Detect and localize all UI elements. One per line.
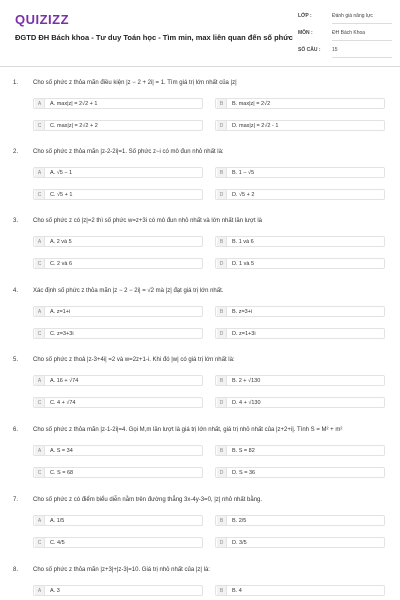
answer-option[interactable] xyxy=(33,445,203,456)
option-text: C. 2 và 6 xyxy=(50,260,73,267)
meta-key: SỐ CÂU : xyxy=(298,47,321,53)
answer-option[interactable] xyxy=(33,236,203,247)
question-text: Cho số phức z có điểm biểu diễn nằm trên đường thẳng 3x-4y-3=0, |z| nhỏ nhất bằng. xyxy=(33,497,263,503)
option-text: A. max|z| = 2√2 + 1 xyxy=(50,100,98,107)
answer-option[interactable] xyxy=(33,306,203,317)
option-letter-box: C xyxy=(35,468,45,477)
meta-value: ĐH Bách Khoa xyxy=(332,30,392,41)
option-text: A. 1/5 xyxy=(50,517,65,524)
option-text: D. 4 + √130 xyxy=(232,399,261,406)
answer-option[interactable] xyxy=(33,397,203,408)
option-text: A. 2 và 5 xyxy=(50,238,72,245)
option-letter-box: C xyxy=(35,329,45,338)
option-letter-box: B xyxy=(217,168,227,177)
question-text: Cho số phức z thỏa mãn |z-2-2i|=1. Số phức z−i có mô đun nhỏ nhất là: xyxy=(33,149,224,155)
option-letter-box: C xyxy=(35,121,45,130)
option-text: C. √5 + 1 xyxy=(50,191,73,198)
option-letter-box: A xyxy=(35,376,45,385)
answer-option[interactable] xyxy=(33,167,203,178)
option-text: A. 16 + √74 xyxy=(50,377,79,384)
worksheet-title: ĐGTD ĐH Bách khoa - Tư duy Toán học - Tìm min, max liên quan đến số phức xyxy=(15,33,293,42)
answer-option[interactable] xyxy=(33,467,203,478)
option-letter-box: D xyxy=(217,121,227,130)
option-text: B. z=3+i xyxy=(232,308,253,315)
option-letter-box: A xyxy=(35,237,45,246)
meta-value: 15 xyxy=(332,47,392,58)
answer-option[interactable] xyxy=(215,120,385,131)
option-letter-box: D xyxy=(217,329,227,338)
answer-option[interactable] xyxy=(215,467,385,478)
answer-option[interactable] xyxy=(215,537,385,548)
option-letter-box: D xyxy=(217,398,227,407)
answer-option[interactable] xyxy=(33,189,203,200)
option-text: B. 4 xyxy=(232,587,242,594)
answer-option[interactable] xyxy=(215,167,385,178)
option-letter-box: B xyxy=(217,307,227,316)
option-text: C. S = 68 xyxy=(50,469,74,476)
option-letter-box: C xyxy=(35,190,45,199)
answer-option[interactable] xyxy=(215,397,385,408)
option-letter-box: A xyxy=(35,168,45,177)
question-number: 2. xyxy=(13,149,19,155)
answer-option[interactable] xyxy=(33,328,203,339)
answer-option[interactable] xyxy=(215,328,385,339)
question-text: Cho số phức z thỏa mãn |z-1-2i|=4. Gọi M,m lần lượt là giá trị lớn nhất, giá trị nhỏ nhất của |z+2+i|. Tính S = M² + m² xyxy=(33,427,343,433)
option-letter-box: C xyxy=(35,259,45,268)
question-text: Xác định số phức z thỏa mãn |z − 2 − 2i| = √2 mà |z| đạt giá trị lớn nhất. xyxy=(33,288,224,294)
option-letter-box: B xyxy=(217,446,227,455)
answer-option[interactable] xyxy=(215,515,385,526)
option-text: B. 1 − √5 xyxy=(232,169,255,176)
option-letter-box: D xyxy=(217,259,227,268)
question-number: 3. xyxy=(13,218,19,224)
option-text: C. max|z| = 2√2 + 2 xyxy=(50,122,98,129)
answer-option[interactable] xyxy=(215,375,385,386)
option-letter-box: A xyxy=(35,586,45,595)
option-letter-box: B xyxy=(217,237,227,246)
option-letter-box: A xyxy=(35,446,45,455)
option-text: B. max|z| = 2√2 xyxy=(232,100,271,107)
answer-option[interactable] xyxy=(215,258,385,269)
meta-row-subject xyxy=(298,30,392,47)
answer-option[interactable] xyxy=(215,189,385,200)
option-text: C. 4/5 xyxy=(50,539,65,546)
option-text: A. S = 34 xyxy=(50,447,73,454)
answer-option[interactable] xyxy=(215,98,385,109)
answer-option[interactable] xyxy=(215,585,385,596)
option-text: A. z=1+i xyxy=(50,308,71,315)
option-text: B. 2 + √130 xyxy=(232,377,261,384)
answer-option[interactable] xyxy=(33,258,203,269)
question-number: 8. xyxy=(13,567,19,573)
question-text: Cho số phức z thỏa mãn |z+3|+|z-3|=10. Giá trị nhỏ nhất của |z| là: xyxy=(33,567,210,573)
question-text: Cho số phức z thỏa mãn điều kiện |z − 2 + 2i| = 1. Tìm giá trị lớn nhất của |z| xyxy=(33,80,237,86)
worksheet-header xyxy=(0,0,400,67)
option-text: A. 3 xyxy=(50,587,60,594)
option-text: D. z=1+3i xyxy=(232,330,256,337)
question-number: 4. xyxy=(13,288,19,294)
answer-option[interactable] xyxy=(215,445,385,456)
meta-table xyxy=(298,13,392,64)
answer-option[interactable] xyxy=(33,515,203,526)
meta-row-count xyxy=(298,47,392,64)
answer-option[interactable] xyxy=(33,120,203,131)
option-text: B. S = 82 xyxy=(232,447,255,454)
meta-row-class xyxy=(298,13,392,30)
question-text: Cho số phức z thoả |z-3+4i| =2 và w=2z+1-i. Khi đó |w| có giá trị lớn nhất là: xyxy=(33,357,235,363)
option-text: D. √5 + 2 xyxy=(232,191,255,198)
option-text: D. 1 và 5 xyxy=(232,260,255,267)
question-number: 6. xyxy=(13,427,19,433)
meta-value: Đánh giá năng lực xyxy=(332,13,392,24)
option-letter-box: B xyxy=(217,586,227,595)
option-text: B. 2/5 xyxy=(232,517,247,524)
question-number: 1. xyxy=(13,80,19,86)
option-letter-box: D xyxy=(217,190,227,199)
question-number: 7. xyxy=(13,497,19,503)
option-text: C. 4 + √74 xyxy=(50,399,76,406)
option-letter-box: B xyxy=(217,99,227,108)
option-letter-box: B xyxy=(217,516,227,525)
answer-option[interactable] xyxy=(215,306,385,317)
answer-option[interactable] xyxy=(33,98,203,109)
meta-key: MÔN : xyxy=(298,30,313,36)
option-letter-box: B xyxy=(217,376,227,385)
answer-option[interactable] xyxy=(33,375,203,386)
quizizz-logo: QUIZIZZ xyxy=(15,12,70,27)
option-letter-box: A xyxy=(35,99,45,108)
question-text: Cho số phức z có |z|=2 thì số phức w=z+3i có mô đun nhỏ nhất và lớn nhất lần lượt là xyxy=(33,218,262,224)
answer-option[interactable] xyxy=(215,236,385,247)
option-letter-box: D xyxy=(217,538,227,547)
option-text: C. z=3+3i xyxy=(50,330,74,337)
option-text: D. S = 36 xyxy=(232,469,256,476)
answer-option[interactable] xyxy=(33,537,203,548)
option-letter-box: C xyxy=(35,398,45,407)
option-text: B. 1 và 6 xyxy=(232,238,254,245)
option-text: D. 3/5 xyxy=(232,539,247,546)
option-text: D. max|z| = 2√2 - 1 xyxy=(232,122,279,129)
meta-key: LỚP : xyxy=(298,13,312,19)
question-number: 5. xyxy=(13,357,19,363)
option-letter-box: D xyxy=(217,468,227,477)
option-letter-box: A xyxy=(35,516,45,525)
option-text: A. √5 − 1 xyxy=(50,169,73,176)
answer-option[interactable] xyxy=(33,585,203,596)
option-letter-box: C xyxy=(35,538,45,547)
option-letter-box: A xyxy=(35,307,45,316)
